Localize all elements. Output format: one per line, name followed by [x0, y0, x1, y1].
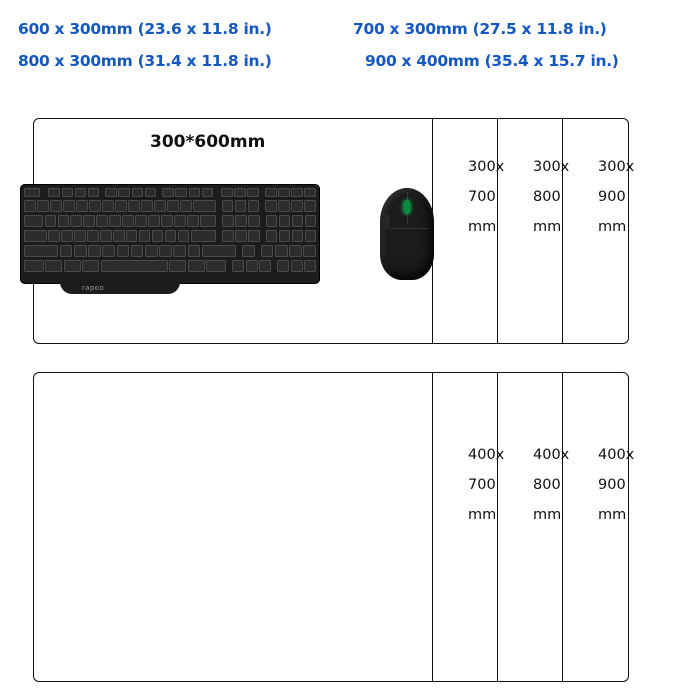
key [248, 200, 260, 212]
segment-line-3: mm [533, 507, 562, 523]
key [188, 245, 201, 257]
key [235, 215, 246, 227]
key [289, 245, 302, 257]
segment-line-1: 400x [468, 447, 505, 463]
key [248, 230, 259, 242]
segment-label-300x900 [598, 152, 634, 242]
key-space [101, 260, 168, 272]
segment-label-300x800 [533, 152, 569, 242]
key [261, 245, 274, 257]
key [60, 245, 73, 257]
key [74, 245, 87, 257]
key-enter [191, 230, 217, 242]
mouse-seam [386, 228, 428, 229]
key [279, 215, 290, 227]
key [102, 200, 114, 212]
key [135, 215, 146, 227]
key [109, 215, 120, 227]
key-arrow-left [232, 260, 244, 272]
key-backspace [193, 200, 216, 212]
key [62, 188, 74, 197]
key [222, 215, 233, 227]
key [88, 188, 100, 197]
key [105, 188, 117, 197]
key [76, 200, 88, 212]
key [117, 245, 130, 257]
key [122, 215, 133, 227]
segment-line-2: 800 [533, 477, 561, 493]
key [292, 230, 303, 242]
key-fn [45, 260, 62, 272]
size-option-900x400: 900 x 400mm (35.4 x 15.7 in.) [365, 52, 619, 70]
key [235, 230, 246, 242]
key [61, 230, 72, 242]
top-mat-label: 300*600mm [150, 132, 266, 152]
segment-line-1: 300x [598, 159, 635, 175]
segment-line-3: mm [598, 219, 627, 235]
segment-line-2: 700 [468, 477, 496, 493]
key [48, 188, 60, 197]
key [74, 230, 85, 242]
key [161, 215, 172, 227]
key [141, 200, 153, 212]
segment-line-1: 400x [598, 447, 635, 463]
key [126, 230, 137, 242]
key [88, 245, 101, 257]
key-ctrl-right [206, 260, 226, 272]
key [200, 215, 216, 227]
key [24, 200, 36, 212]
segment-label-400x800 [533, 440, 569, 530]
key [174, 215, 185, 227]
key [165, 230, 176, 242]
key [37, 200, 49, 212]
segment-label-400x700 [468, 440, 504, 530]
key [304, 188, 316, 197]
key [279, 230, 290, 242]
key [277, 260, 289, 272]
key [266, 215, 277, 227]
segment-line-3: mm [468, 507, 497, 523]
size-option-700x300: 700 x 300mm (27.5 x 11.8 in.) [353, 20, 607, 38]
key [304, 260, 316, 272]
divider-line [432, 373, 433, 681]
key [173, 245, 186, 257]
segment-line-1: 300x [533, 159, 570, 175]
key [187, 215, 198, 227]
key [265, 188, 277, 197]
key [275, 245, 288, 257]
segment-label-300x700 [468, 152, 504, 242]
key-win [64, 260, 81, 272]
key [278, 188, 290, 197]
key [152, 230, 163, 242]
key [202, 188, 214, 197]
key [178, 230, 189, 242]
segment-line-2: 900 [598, 477, 626, 493]
key [24, 188, 40, 197]
key [89, 200, 101, 212]
key [58, 215, 69, 227]
key [304, 200, 316, 212]
key [305, 230, 316, 242]
key-shift-right [202, 245, 236, 257]
segment-line-2: 700 [468, 189, 496, 205]
key [154, 200, 166, 212]
key-shift-left [24, 245, 58, 257]
key-menu [188, 260, 205, 272]
key [113, 230, 124, 242]
key-tab [24, 215, 43, 227]
key-alt-right [169, 260, 186, 272]
key [266, 230, 277, 242]
mouse-illustration [380, 188, 434, 280]
key [118, 188, 130, 197]
keyboard-brand-label: rapoo [82, 284, 105, 292]
key [291, 260, 303, 272]
key [139, 230, 150, 242]
key [175, 188, 187, 197]
key [145, 188, 157, 197]
key [45, 215, 56, 227]
key [162, 188, 174, 197]
key [70, 215, 81, 227]
segment-line-3: mm [533, 219, 562, 235]
key-arrow-down [246, 260, 258, 272]
key [63, 200, 75, 212]
size-list-row [0, 52, 700, 70]
key [222, 200, 234, 212]
segment-line-1: 400x [533, 447, 570, 463]
key [248, 215, 259, 227]
key [189, 188, 201, 197]
segment-line-2: 900 [598, 189, 626, 205]
key [132, 188, 144, 197]
size-list-header [0, 0, 700, 70]
key-capslock [24, 230, 47, 242]
key [292, 215, 303, 227]
segment-label-400x900 [598, 440, 634, 530]
key [96, 215, 107, 227]
key [131, 245, 144, 257]
key [180, 200, 192, 212]
segment-line-2: 800 [533, 189, 561, 205]
key [265, 200, 277, 212]
key-arrow-right [259, 260, 271, 272]
key [291, 188, 303, 197]
key-ctrl-left [24, 260, 44, 272]
key [291, 200, 303, 212]
mouse-scroll-wheel [404, 200, 411, 214]
size-option-800x300: 800 x 300mm (31.4 x 11.8 in.) [18, 52, 272, 70]
key [50, 200, 62, 212]
key [247, 188, 259, 197]
mouse-side-button [382, 214, 390, 230]
segment-line-1: 300x [468, 159, 505, 175]
segment-line-3: mm [468, 219, 497, 235]
segment-line-3: mm [598, 507, 627, 523]
key [87, 230, 98, 242]
key [148, 215, 159, 227]
key [83, 215, 94, 227]
size-list-row [0, 20, 700, 38]
key [159, 245, 172, 257]
key [102, 245, 115, 257]
key [167, 200, 179, 212]
key [128, 200, 140, 212]
key [235, 200, 247, 212]
key [278, 200, 290, 212]
key [222, 230, 233, 242]
keyboard-illustration [20, 184, 320, 284]
keyboard-palmrest [60, 282, 180, 294]
key-arrow-up [242, 245, 255, 257]
key [234, 188, 246, 197]
key [221, 188, 233, 197]
key [145, 245, 158, 257]
key [48, 230, 59, 242]
key [303, 245, 316, 257]
key-alt-left [82, 260, 99, 272]
mousepad-size-diagram [0, 100, 700, 700]
key [115, 200, 127, 212]
size-option-600x300: 600 x 300mm (23.6 x 11.8 in.) [18, 20, 272, 38]
key [75, 188, 87, 197]
key [305, 215, 316, 227]
key [100, 230, 111, 242]
